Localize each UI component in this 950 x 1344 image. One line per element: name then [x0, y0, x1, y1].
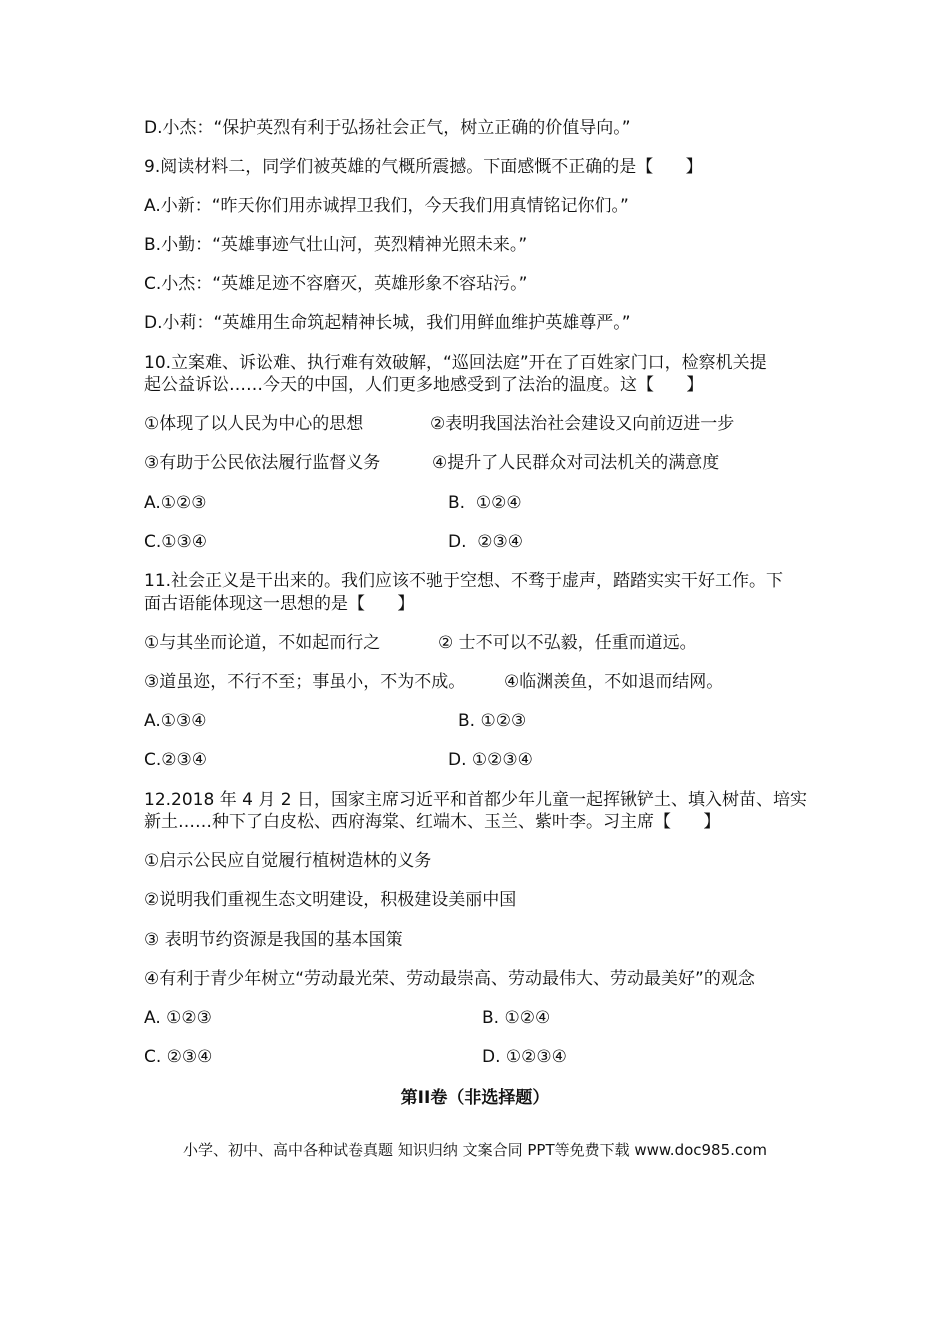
section-title: 第II卷（非选择题） — [400, 1088, 550, 1108]
q12-option-d: D. ①②③④ — [482, 1047, 567, 1067]
q12-statement-4: ④有利于青少年树立“劳动最光荣、劳动最崇高、劳动最伟大、劳动最美好”的观念 — [144, 969, 755, 989]
q12-stem-line1: 12.2018 年 4 月 2 日，国家主席习近平和首都少年儿童一起挥锹铲土、填入树苗、培实 — [144, 790, 807, 810]
q12-statement-2: ②说明我们重视生态文明建设，积极建设美丽中国 — [144, 890, 517, 910]
q10-stem-line2: 起公益诉讼……今天的中国，人们更多地感受到了法治的温度。这【 】 — [144, 375, 704, 395]
q10-option-b: B. ①②④ — [448, 493, 522, 513]
q10-statement-3: ③有助于公民依法履行监督义务 — [144, 453, 381, 473]
q10-option-c: C.①③④ — [144, 532, 207, 552]
q10-statement-4: ④提升了人民群众对司法机关的满意度 — [432, 453, 720, 473]
q9-option-c: C.小杰：“英雄足迹不容磨灭，英雄形象不容玷污。” — [144, 274, 528, 294]
q10-stem-line1: 10.立案难、诉讼难、执行难有效破解，“巡回法庭”开在了百姓家门口，检察机关提 — [144, 353, 767, 373]
q9-option-a: A.小新：“昨天你们用赤诚捍卫我们，今天我们用真情铭记你们。” — [144, 196, 629, 216]
q10-option-a: A.①②③ — [144, 493, 207, 513]
q12-option-c: C. ②③④ — [144, 1047, 213, 1067]
q9-option-d: D.小莉：“英雄用生命筑起精神长城，我们用鲜血维护英雄尊严。” — [144, 313, 631, 333]
q12-statement-1: ①启示公民应自觉履行植树造林的义务 — [144, 851, 432, 871]
q10-statement-1: ①体现了以人民为中心的思想 — [144, 414, 364, 434]
q12-stem-line2: 新土……种下了白皮松、西府海棠、红端木、玉兰、紫叶李。习主席【 】 — [144, 812, 721, 832]
q9-option-b: B.小勤：“英雄事迹气壮山河，英烈精神光照未来。” — [144, 235, 528, 255]
q12-statement-3: ③ 表明节约资源是我国的基本国策 — [144, 930, 403, 950]
footer-text: 小学、初中、高中各种试卷真题 知识归纳 文案合同 PPT等免费下载 www.doc985.com — [183, 1141, 767, 1159]
q10-statement-2: ②表明我国法治社会建设又向前迈进一步 — [430, 414, 735, 434]
q10-option-d: D. ②③④ — [448, 532, 524, 552]
q9-stem: 9.阅读材料二，同学们被英雄的气概所震撼。下面感慨不正确的是【 】 — [144, 157, 703, 177]
q11-statement-3: ③道虽迩，不行不至；事虽小，不为不成。 — [144, 672, 466, 692]
q11-stem-line2: 面古语能体现这一思想的是【 】 — [144, 594, 415, 614]
q12-option-a: A. ①②③ — [144, 1008, 212, 1028]
q11-option-b: B. ①②③ — [458, 711, 527, 731]
q11-statement-1: ①与其坐而论道，不如起而行之 — [144, 633, 381, 653]
q11-statement-4: ④临渊羡鱼，不如退而结网。 — [504, 672, 724, 692]
q11-option-d: D. ①②③④ — [448, 750, 533, 770]
q11-option-a: A.①③④ — [144, 711, 207, 731]
q11-statement-2: ② 士不可以不弘毅，任重而道远。 — [438, 633, 697, 653]
q11-option-c: C.②③④ — [144, 750, 207, 770]
q12-option-b: B. ①②④ — [482, 1008, 551, 1028]
q8-option-d: D.小杰：“保护英烈有利于弘扬社会正气，树立正确的价值导向。” — [144, 118, 631, 138]
q11-stem-line1: 11.社会正义是干出来的。我们应该不驰于空想、不骛于虚声，踏踏实实干好工作。下 — [144, 571, 784, 591]
